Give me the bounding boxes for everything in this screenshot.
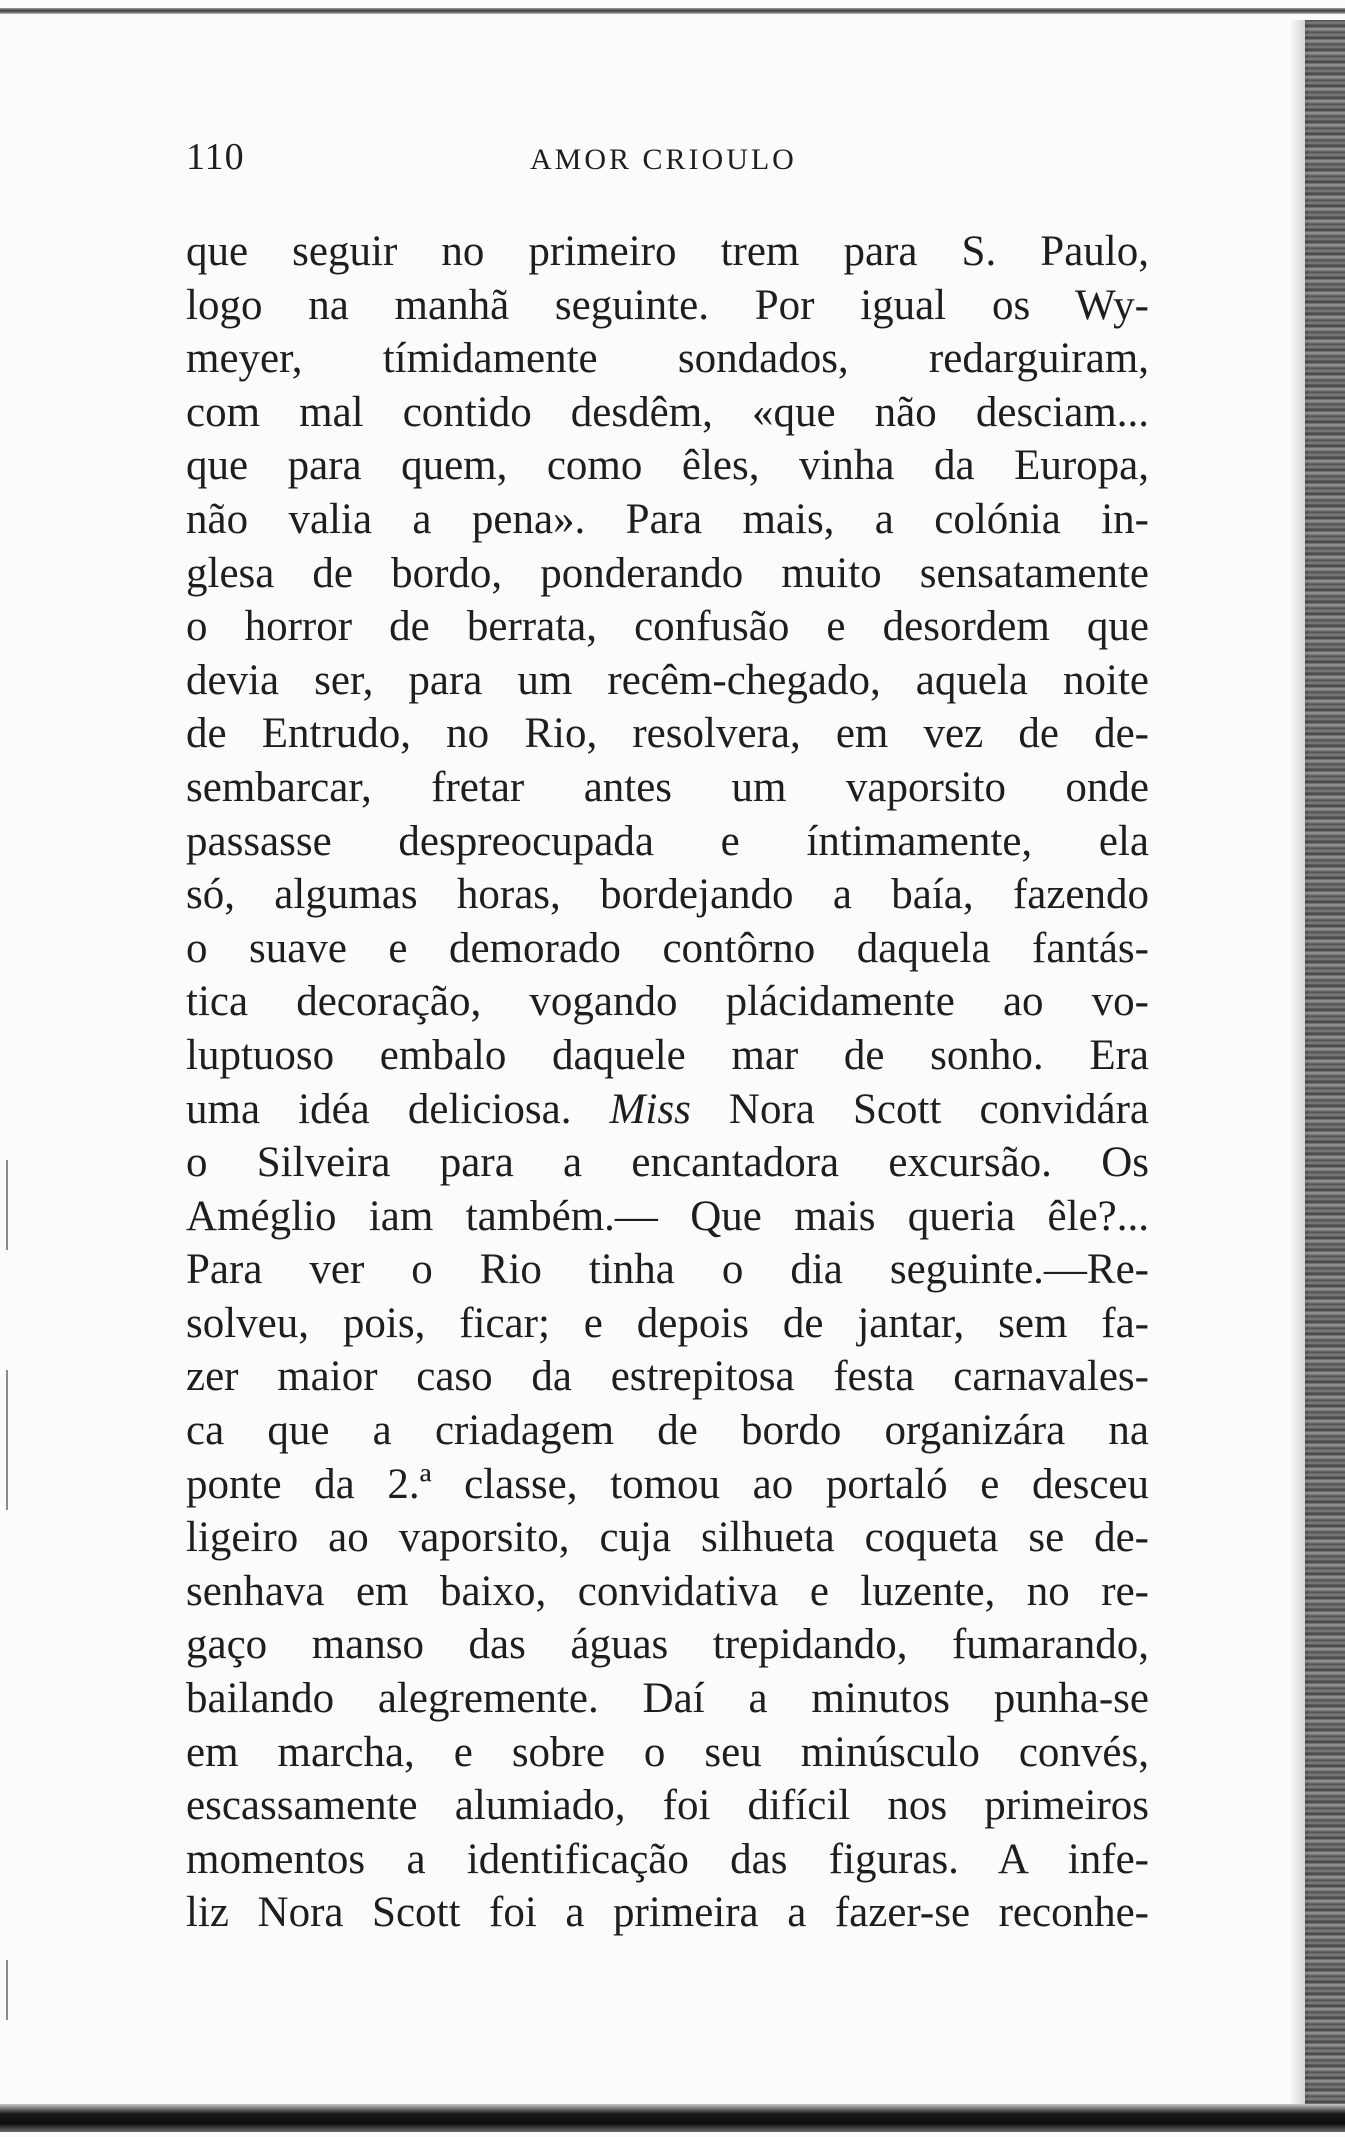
text-line: glesa de bordo, ponderando muito sensatamente [186,549,1149,597]
text-line: de Entrudo, no Rio, resolvera, em vez de de- [186,710,1149,758]
body-text [186,225,1149,1940]
text-line: liz Nora Scott foi a primeira a fazer-se reconhe- [186,1889,1149,1937]
italic-word: Miss [609,1085,691,1133]
page-number: 110 [186,136,245,178]
scan-mark [6,1370,8,1510]
text-line: devia ser, para um recêm-chegado, aquela noite [186,656,1149,704]
scan-mark [6,1960,8,2020]
text-line: o suave e demorado contôrno daquela fantás- [186,924,1149,972]
bottom-page-edge [0,2104,1345,2132]
page-header [186,132,1186,192]
text-line: luptuoso embalo daquele mar de sonho. Era [186,1031,1149,1079]
text-line: passasse despreocupada e íntimamente, ela [186,817,1149,865]
text-line: ponte da 2.ª classe, tomou ao portaló e desceu [186,1460,1149,1508]
text-line: momentos a identificação das figuras. A infe- [186,1835,1149,1883]
text-line: escassamente alumiado, foi difícil nos primeiros [186,1782,1149,1830]
text-line: não valia a pena». Para mais, a colónia in- [186,495,1149,543]
text-line: ligeiro ao vaporsito, cuja silhueta coqueta se de- [186,1514,1149,1562]
text-line: Améglio iam também.— Que mais queria êle?... [186,1192,1149,1240]
text-line: sembarcar, fretar antes um vaporsito onde [186,763,1149,811]
text-line: o horror de berrata, confusão e desordem que [186,603,1149,651]
text-line: que para quem, como êles, vinha da Europa, [186,442,1149,490]
text-line: que seguir no primeiro trem para S. Paulo, [186,228,1149,275]
text-line: com mal contido desdêm, «que não desciam... [186,388,1149,436]
text-line: logo na manhã seguinte. Por igual os Wy- [186,281,1149,329]
binding-edge [1305,20,1345,2104]
text-line: gaço manso das águas trepidando, fumarando, [186,1621,1149,1669]
text-line: só, algumas horas, bordejando a baía, fazendo [186,871,1149,919]
text-line: zer maior caso da estrepitosa festa carnavales- [186,1353,1149,1401]
running-head: AMOR CRIOULO [530,143,797,176]
text-line: em marcha, e sobre o seu minúsculo convés, [186,1728,1149,1776]
text-line: senhava em baixo, convidativa e luzente, no re- [186,1567,1149,1615]
top-page-edge [0,8,1345,14]
text-segment: uma idéa deliciosa. [186,1085,572,1133]
scan-mark [6,1160,8,1250]
text-line: bailando alegremente. Daí a minutos punha-se [186,1675,1149,1723]
text-line: ca que a criadagem de bordo organizára na [186,1407,1149,1455]
text-line: tica decoração, vogando plácidamente ao vo- [186,978,1149,1026]
text-segment: Nora Scott convidára [728,1085,1149,1133]
text-line: Para ver o Rio tinha o dia seguinte.—Re- [186,1246,1149,1294]
text-line: o Silveira para a encantadora excursão. Os [186,1139,1149,1187]
text-line: meyer, tímidamente sondados, redarguiram, [186,335,1149,383]
text-line-with-italic [186,1083,1149,1137]
text-line: solveu, pois, ficar; e depois de jantar, sem fa- [186,1299,1149,1347]
